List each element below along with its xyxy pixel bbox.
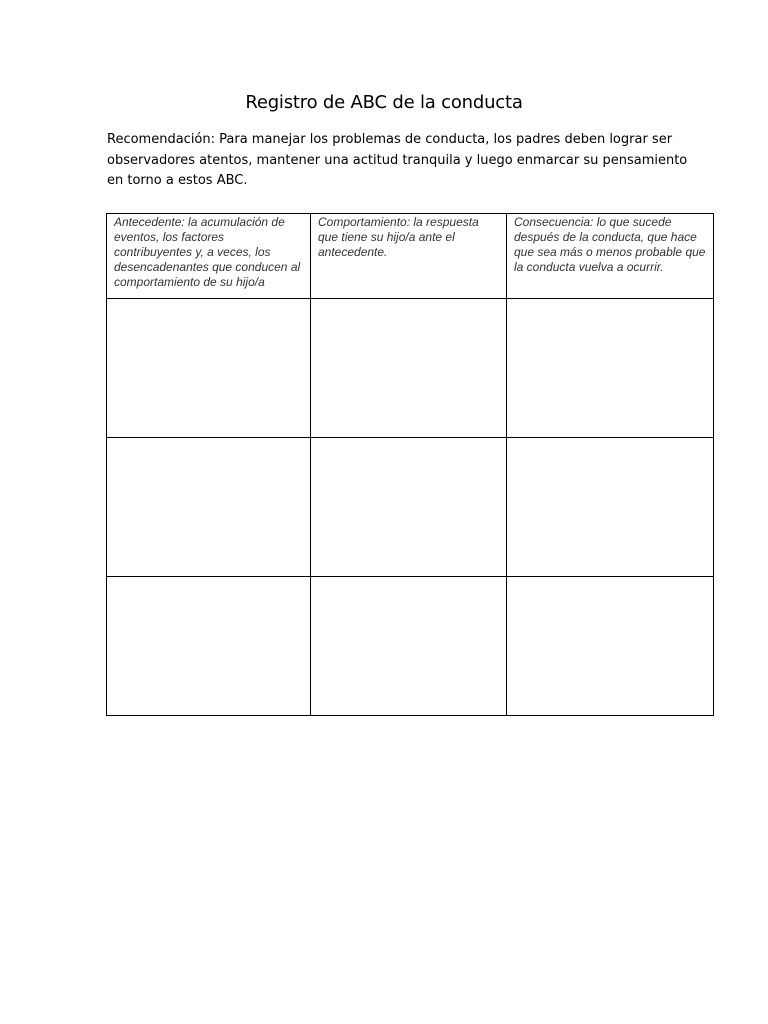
recommendation-line-3: en torno a estos ABC. [107,173,248,188]
table-row [107,299,714,438]
abc-table [106,213,714,716]
table-cell-antecedente[interactable] [107,438,311,577]
table-cell-consecuencia[interactable] [507,438,714,577]
table-cell-comportamiento[interactable] [311,438,507,577]
table-cell-consecuencia[interactable] [507,577,714,716]
header-consecuencia: Consecuencia: lo que sucede después de la conducta, que hace que sea más o menos probable que la conducta vuelva a ocurrir. [507,214,714,299]
table-header-row [107,214,714,299]
recommendation-line-2: observadores atentos, mantener una actitud tranquila y luego enmarcar su pensamiento [107,152,688,168]
header-comportamiento: Comportamiento: la respuesta que tiene su hijo/a ante el antecedente. [311,214,507,299]
header-antecedente: Antecedente: la acumulación de eventos, los factores contribuyentes y, a veces, los desencadenantes que conducen al comportamiento de su hijo/a [107,214,311,299]
table-row [107,577,714,716]
table-cell-consecuencia[interactable] [507,299,714,438]
page-title-text: Registro de ABC de la conducta [245,92,523,113]
page-title [0,92,768,113]
table-row [107,438,714,577]
table-cell-antecedente[interactable] [107,577,311,716]
table-cell-antecedente[interactable] [107,299,311,438]
table-cell-comportamiento[interactable] [311,577,507,716]
recommendation-line-1: Recomendación: Para manejar los problemas de conducta, los padres deben lograr ser [107,132,673,147]
table-cell-comportamiento[interactable] [311,299,507,438]
recommendation-paragraph [107,130,688,192]
